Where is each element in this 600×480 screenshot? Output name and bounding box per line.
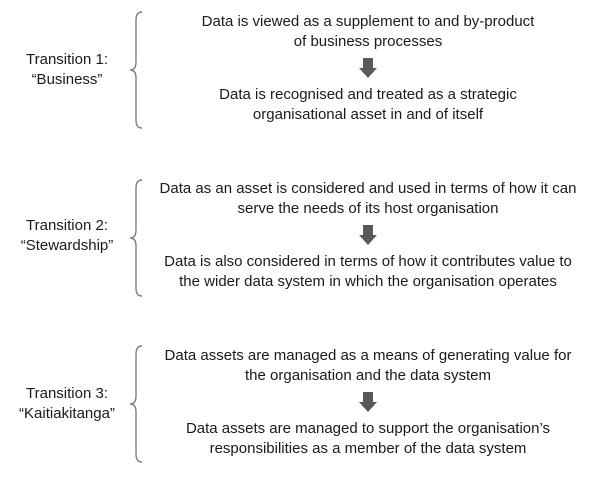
transition-1-from-line1: Data is viewed as a supplement to and by-product [201,13,535,30]
transition-1-to-line1: Data is recognised and treated as a strategic [219,86,517,103]
down-arrow-icon [359,392,377,412]
transition-2-from-line2: serve the needs of its host organisation [237,200,499,217]
transition-2-name: “Stewardship” [20,237,114,254]
transition-3 [0,344,600,464]
transition-2 [0,178,600,298]
transition-3-label [6,384,128,424]
transition-3-content [140,346,596,459]
transition-2-to-line1: Data is also considered in terms of how it contributes value to [164,253,572,270]
transition-3-to-line1: Data assets are managed to support the organisation’s [185,420,551,437]
down-arrow-icon [359,225,377,245]
transition-2-content [140,179,596,292]
transition-2-from [140,179,596,219]
transition-3-from-line1: Data assets are managed as a means of generating value for [164,347,572,364]
transition-2-label [6,216,128,256]
transition-3-to [140,419,596,459]
transition-3-from [140,346,596,386]
transition-1-content [140,12,596,125]
transition-2-to [140,252,596,292]
transition-1-name: “Business” [31,71,103,88]
transition-1 [0,10,600,130]
transition-2-to-line2: the wider data system in which the organisation operates [179,273,557,290]
transition-1-from-line2: of business processes [293,33,443,50]
transition-1-to-line2: organisational asset in and of itself [252,106,484,123]
transition-1-label [6,50,128,90]
transition-3-title: Transition 3: [26,385,108,402]
transition-2-from-line1: Data as an asset is considered and used in terms of how it can [159,180,577,197]
transition-1-from [140,12,596,52]
transition-1-to [140,85,596,125]
down-arrow-icon [359,58,377,78]
transition-3-from-line2: the organisation and the data system [245,367,491,384]
transition-1-title: Transition 1: [26,51,108,68]
transition-3-to-line2: responsibilities as a member of the data system [209,440,527,457]
transition-2-title: Transition 2: [26,217,108,234]
transition-3-name: “Kaitiakitanga” [19,405,115,422]
